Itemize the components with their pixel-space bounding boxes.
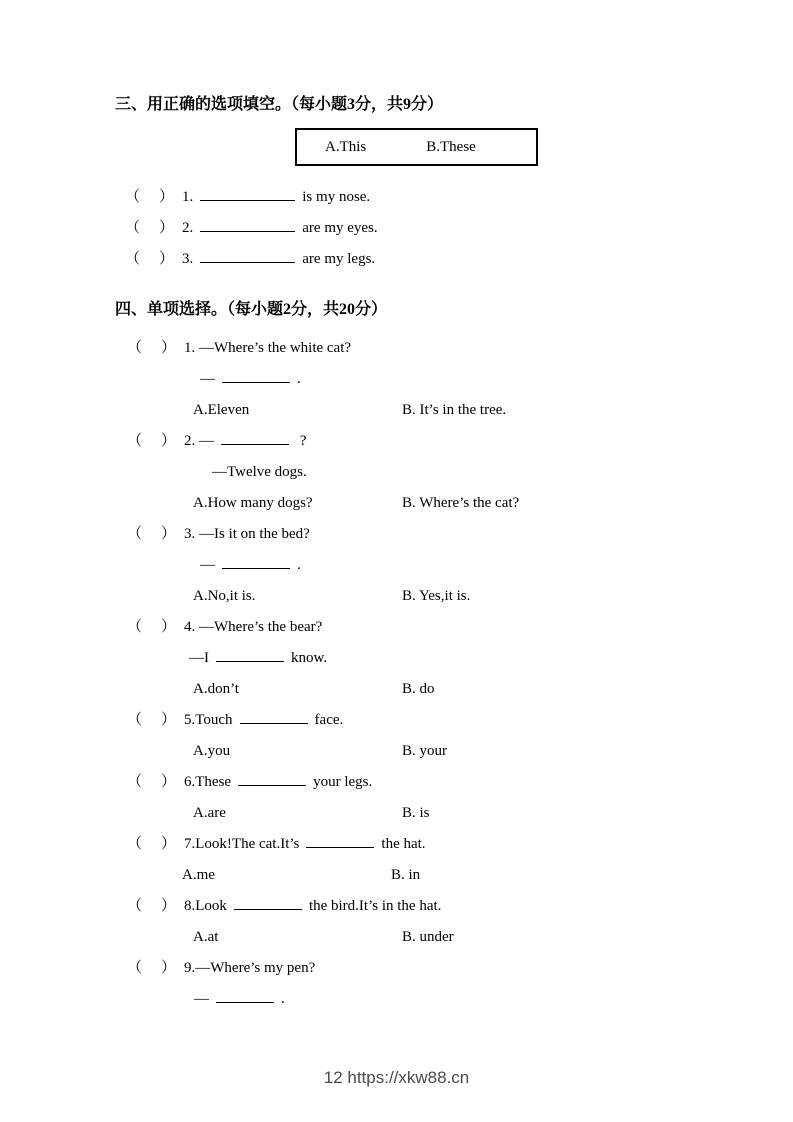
options-line xyxy=(127,674,685,705)
options-line xyxy=(127,581,685,612)
option-b: B. It’s in the tree. xyxy=(402,402,507,418)
mc-item-8 xyxy=(115,891,685,953)
option-a: A.me xyxy=(182,867,215,883)
answer-parens: （ ） xyxy=(125,220,177,236)
answer-line xyxy=(127,643,685,674)
question-line xyxy=(127,612,685,643)
blank-line xyxy=(222,554,290,569)
blank-line xyxy=(238,771,306,786)
answer-prefix: — xyxy=(200,371,215,387)
question-text: 4. —Where’s the bear? xyxy=(184,619,323,635)
answer-parens: （ ） xyxy=(127,433,179,449)
mc-item-2 xyxy=(115,426,685,519)
option-b: B. Yes,it is. xyxy=(402,588,471,604)
question-prefix: 2. — xyxy=(184,433,215,449)
question-line xyxy=(127,829,685,860)
option-b: B. your xyxy=(402,743,447,759)
options-line xyxy=(127,736,685,767)
answer-parens: （ ） xyxy=(127,898,179,914)
option-b: B. do xyxy=(402,681,435,697)
mc-item-6 xyxy=(115,767,685,829)
word-bank-wrap xyxy=(115,128,685,166)
blank-line xyxy=(200,248,295,263)
option-a: A.Eleven xyxy=(193,402,250,418)
answer-line xyxy=(127,550,685,581)
mc-item-1 xyxy=(115,333,685,426)
answer-parens: （ ） xyxy=(127,526,179,542)
question-suffix: your legs. xyxy=(313,774,373,790)
answer-parens: （ ） xyxy=(127,774,179,790)
question-prefix: 5.Touch xyxy=(184,712,233,728)
item-text: are my eyes. xyxy=(302,220,378,236)
item-number: 3. xyxy=(182,251,194,267)
answer-parens: （ ） xyxy=(125,189,177,205)
blank-line xyxy=(222,368,290,383)
answer-parens: （ ） xyxy=(127,340,179,356)
question-prefix: 6.These xyxy=(184,774,232,790)
question-prefix: 7.Look!The cat.It’s xyxy=(184,836,300,852)
item-text: is my nose. xyxy=(302,189,371,205)
blank-line xyxy=(200,217,295,232)
fill-item-1 xyxy=(115,182,685,213)
question-line xyxy=(127,767,685,798)
blank-line xyxy=(240,709,308,724)
section-4-title: 四、单项选择。（每小题2分，共20分） xyxy=(115,301,388,318)
question-line xyxy=(127,953,685,984)
section-3-title: 三、用正确的选项填空。（每小题3分，共9分） xyxy=(115,96,444,113)
answer-prefix: — xyxy=(200,557,215,573)
answer-suffix: . xyxy=(281,991,285,1007)
item-number: 1. xyxy=(182,189,194,205)
answer-text: —Twelve dogs. xyxy=(212,464,307,480)
option-a: A.How many dogs? xyxy=(193,495,313,511)
options-line xyxy=(127,860,685,891)
worksheet-content xyxy=(115,92,685,1015)
options-line xyxy=(127,798,685,829)
answer-line xyxy=(127,457,685,488)
word-bank-box xyxy=(295,128,538,166)
question-prefix: 8.Look xyxy=(184,898,227,914)
answer-parens: （ ） xyxy=(127,619,179,635)
question-line xyxy=(127,891,685,922)
word-bank-option-a: A.This xyxy=(325,138,367,155)
mc-item-7 xyxy=(115,829,685,891)
answer-suffix: know. xyxy=(291,650,328,666)
blank-line xyxy=(200,186,295,201)
blank-line xyxy=(306,833,374,848)
question-text: 1. —Where’s the white cat? xyxy=(184,340,352,356)
answer-suffix: . xyxy=(297,371,301,387)
question-line xyxy=(127,333,685,364)
blank-line xyxy=(221,430,289,445)
question-text: 9.—Where’s my pen? xyxy=(184,960,316,976)
blank-line xyxy=(234,895,302,910)
question-text: 3. —Is it on the bed? xyxy=(184,526,310,542)
option-a: A.are xyxy=(193,805,226,821)
option-b: B. is xyxy=(402,805,430,821)
word-bank-option-b: B.These xyxy=(426,138,476,155)
blank-line xyxy=(216,647,284,662)
option-a: A.at xyxy=(193,929,219,945)
item-number: 2. xyxy=(182,220,194,236)
question-suffix: the bird.It’s in the hat. xyxy=(308,898,442,914)
mc-item-3 xyxy=(115,519,685,612)
fill-item-2 xyxy=(115,213,685,244)
option-b: B. Where’s the cat? xyxy=(402,495,520,511)
mc-item-4 xyxy=(115,612,685,705)
answer-prefix: —I xyxy=(189,650,209,666)
item-text: are my legs. xyxy=(302,251,376,267)
answer-prefix: — xyxy=(194,991,209,1007)
answer-parens: （ ） xyxy=(125,251,177,267)
answer-line xyxy=(127,364,685,395)
question-line xyxy=(127,519,685,550)
answer-parens: （ ） xyxy=(127,960,179,976)
blank-line xyxy=(216,988,274,1003)
question-line xyxy=(127,705,685,736)
answer-line xyxy=(127,984,685,1015)
question-suffix: the hat. xyxy=(381,836,426,852)
fill-item-3 xyxy=(115,244,685,275)
options-line xyxy=(127,395,685,426)
options-line xyxy=(127,488,685,519)
option-b: B. in xyxy=(391,867,421,883)
options-line xyxy=(127,922,685,953)
page-footer: 12 https://xkw88.cn xyxy=(323,1068,470,1087)
option-a: A.No,it is. xyxy=(193,588,256,604)
answer-suffix: . xyxy=(297,557,301,573)
mc-item-5 xyxy=(115,705,685,767)
question-suffix: face. xyxy=(314,712,344,728)
option-a: A.you xyxy=(193,743,231,759)
option-b: B. under xyxy=(402,929,454,945)
question-line xyxy=(127,426,685,457)
mc-item-9 xyxy=(115,953,685,1015)
option-a: A.don’t xyxy=(193,681,239,697)
question-suffix: ? xyxy=(296,433,307,449)
answer-parens: （ ） xyxy=(127,712,179,728)
answer-parens: （ ） xyxy=(127,836,179,852)
